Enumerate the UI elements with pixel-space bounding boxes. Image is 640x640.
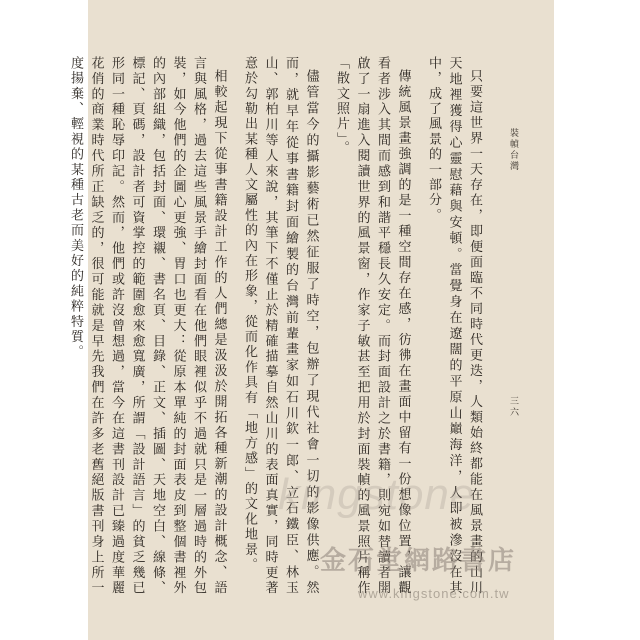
watermark-brand: 金石堂網路書店 xyxy=(320,546,517,576)
paragraph: 相較起現下從事書籍設計工作的人們總是汲汲於開拓各種新潮的設計概念、語言與風格，過去這些風景手繪封面看在他們眼裡似乎不過就只是一層過時的外包裝，如今他們的企圖心更強、胃口也更大：從原本單純的封面表皮到整個書裡外的內部組織，包括封面、環襯、書名頁、目錄、正文、插圖、天地空白、線條、標記、頁碼，設計者可資掌控的範圍愈來愈寬廣，所謂「設計語言」的貧乏幾已形同一種恥辱印記。然而，他們或許沒曾想過，當今在這書刊設計已臻過度華麗花俏的商業時代所正缺乏的，很可能就是早先我們在許多老舊絕版書刊身上所一度揚棄、輕視的某種古老而美好的純粹特質。 xyxy=(68,56,227,596)
paragraph: 傳統風景畫強調的是一種空間存在感，彷彿在畫面中留有一份想像位置，讓觀看者涉入其間而感到和諧平穩長久安定。而封面設計之於書籍，則宛如替讀者開啟了一扇進入閱讀世界的風景窗，作家子敏甚至把用於封面裝幀的風景照片稱作「散文照片」。 xyxy=(334,56,411,596)
book-page xyxy=(68,0,554,640)
paragraph: 只要這世界一天存在，即便面臨不同時代更迭，人類始終都能在風景畫的山川天地裡獲得心靈慰藉與安頓。當覺身在遼闊的平原山巔海洋，人即被滲沒在其中，成了風景的一部分。 xyxy=(426,56,482,596)
page-number: 三六 xyxy=(508,396,518,418)
watermark-url: www.kingstone.com.tw xyxy=(358,586,510,601)
paragraph: 儘管當今的攝影藝術已然征服了時空，包辦了現代社會一切的影像供應。然而，就早年從事書籍封面繪製的台灣前輩畫家如石川欽一郎、立石鐵臣、林玉山、郭柏川等人來說，其筆下不僅止於精確描摹自然山川的表面真實，同時更著意於勾勒出某種人文屬性的內在形象，從而化作具有「地方感」的文化地景。 xyxy=(242,56,319,596)
body-text xyxy=(65,56,485,596)
running-title: 裝幀台灣 xyxy=(508,128,518,172)
watermark-logo-text: kingstone xyxy=(278,470,476,519)
